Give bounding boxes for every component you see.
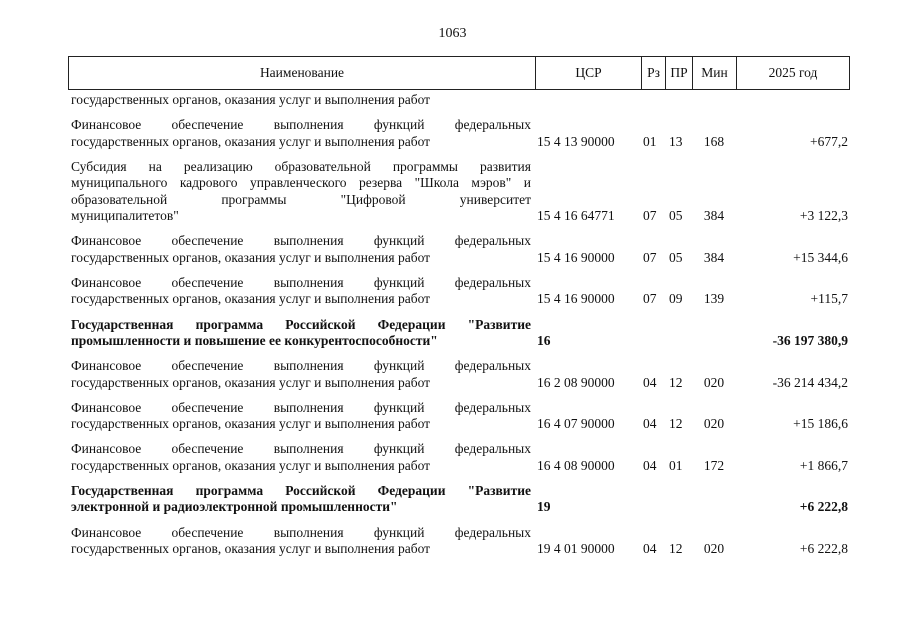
row-csr: 16 2 08 90000 <box>537 374 615 390</box>
row-min: 020 <box>703 541 725 556</box>
row-name <box>71 92 531 109</box>
row-min: 139 <box>703 291 725 307</box>
row-name-line: Финансовое обеспечение выполнения функций федеральных <box>71 233 531 249</box>
row-name <box>71 159 531 225</box>
row-name-line: Финансовое обеспечение выполнения функций федеральных <box>71 524 531 540</box>
table-row <box>0 117 905 150</box>
row-name-line: Субсидия на реализацию образовательной программы развития <box>71 158 531 174</box>
row-pr: 12 <box>669 416 683 432</box>
row-pr: 12 <box>669 541 683 556</box>
column-header-pr: ПР <box>666 57 693 89</box>
row-pr: 12 <box>669 374 683 390</box>
row-name <box>71 233 531 266</box>
row-min: 172 <box>703 457 725 473</box>
row-csr: 19 4 01 90000 <box>537 541 615 556</box>
row-name <box>71 483 531 516</box>
row-csr: 19 <box>537 499 551 515</box>
row-name-line: Государственная программа Российской Федерации "Развитие <box>71 316 531 332</box>
table-row <box>0 92 905 109</box>
row-name <box>71 400 531 433</box>
row-name-line: Государственная программа Российской Федерации "Развитие <box>71 482 531 498</box>
row-csr: 16 <box>537 333 551 348</box>
row-rz: 04 <box>643 416 657 432</box>
row-name <box>71 117 531 150</box>
row-amount: +1 866,7 <box>799 457 848 473</box>
row-name-line: Финансовое обеспечение выполнения функций федеральных <box>71 274 531 290</box>
table-row <box>0 358 905 391</box>
row-name <box>71 275 531 308</box>
table-row <box>0 275 905 308</box>
column-header-csr: ЦСР <box>536 57 642 89</box>
row-rz: 04 <box>643 457 657 473</box>
row-amount: -36 214 434,2 <box>772 374 848 390</box>
row-name-line: государственных органов, оказания услуг и выполнения работ <box>71 416 431 432</box>
column-header-year: 2025 год <box>768 65 818 80</box>
row-name-line: Финансовое обеспечение выполнения функций федеральных <box>71 117 531 133</box>
row-name-line: государственных органов, оказания услуг и выполнения работ <box>71 291 431 307</box>
page-number: 1063 <box>438 26 467 41</box>
row-amount: +3 122,3 <box>799 208 848 224</box>
row-name-line: государственных органов, оказания услуг и выполнения работ <box>71 457 431 473</box>
row-csr: 15 4 16 90000 <box>537 291 615 307</box>
row-rz: 04 <box>643 374 657 390</box>
row-name-line: государственных органов, оказания услуг и выполнения работ <box>71 541 431 556</box>
row-rz: 07 <box>643 291 657 307</box>
row-name <box>71 358 531 391</box>
table-row <box>0 483 905 516</box>
row-name-line: муниципалитетов" <box>71 208 179 224</box>
row-amount: +6 222,8 <box>799 499 848 515</box>
row-pr: 05 <box>669 249 683 265</box>
row-amount: +677,2 <box>810 133 848 149</box>
row-pr: 01 <box>669 457 683 473</box>
table-row <box>0 400 905 433</box>
row-rz: 01 <box>643 133 657 149</box>
row-rz: 07 <box>643 208 657 224</box>
row-amount: +6 222,8 <box>799 541 848 556</box>
row-name-line: Финансовое обеспечение выполнения функций федеральных <box>71 441 531 457</box>
row-csr: 16 4 08 90000 <box>537 457 615 473</box>
row-name-line: промышленности и повышение ее конкурентоспособности" <box>71 333 438 348</box>
row-amount: +115,7 <box>810 291 848 307</box>
row-name <box>71 525 531 558</box>
row-name-line: государственных органов, оказания услуг и выполнения работ <box>71 92 431 107</box>
column-header-min: Мин <box>693 57 737 89</box>
row-csr: 15 4 16 64771 <box>537 208 615 224</box>
row-name-line: образовательной программы "Цифровой университет <box>71 191 531 207</box>
row-amount: -36 197 380,9 <box>772 333 848 348</box>
row-name-line: государственных органов, оказания услуг и выполнения работ <box>71 133 431 149</box>
row-pr: 09 <box>669 291 683 307</box>
row-min: 384 <box>703 208 725 224</box>
row-csr: 15 4 13 90000 <box>537 133 615 149</box>
row-min: 168 <box>703 133 725 149</box>
row-name <box>71 317 531 350</box>
table-row <box>0 525 905 558</box>
row-name-line: Финансовое обеспечение выполнения функций федеральных <box>71 358 531 374</box>
table-header <box>68 56 850 90</box>
row-rz: 07 <box>643 249 657 265</box>
row-csr: 16 4 07 90000 <box>537 416 615 432</box>
table-row <box>0 159 905 225</box>
row-pr: 13 <box>669 133 683 149</box>
row-rz: 04 <box>643 541 657 556</box>
row-name-line: муниципального кадрового управленческого резерва "Школа мэров" и <box>71 175 531 191</box>
row-pr: 05 <box>669 208 683 224</box>
row-name-line: Финансовое обеспечение выполнения функций федеральных <box>71 399 531 415</box>
table-row <box>0 233 905 266</box>
column-header-name: Наименование <box>69 57 536 89</box>
table-row <box>0 441 905 474</box>
row-min: 020 <box>703 416 725 432</box>
row-amount: +15 186,6 <box>793 416 848 432</box>
table-row <box>0 317 905 350</box>
row-min: 384 <box>703 249 725 265</box>
row-csr: 15 4 16 90000 <box>537 249 615 265</box>
row-name-line: электронной и радиоэлектронной промышленности" <box>71 499 398 515</box>
row-name <box>71 441 531 474</box>
row-amount: +15 344,6 <box>793 249 848 265</box>
row-name-line: государственных органов, оказания услуг и выполнения работ <box>71 249 431 265</box>
row-min: 020 <box>703 374 725 390</box>
row-name-line: государственных органов, оказания услуг и выполнения работ <box>71 374 431 390</box>
column-header-rz: Рз <box>642 57 666 89</box>
